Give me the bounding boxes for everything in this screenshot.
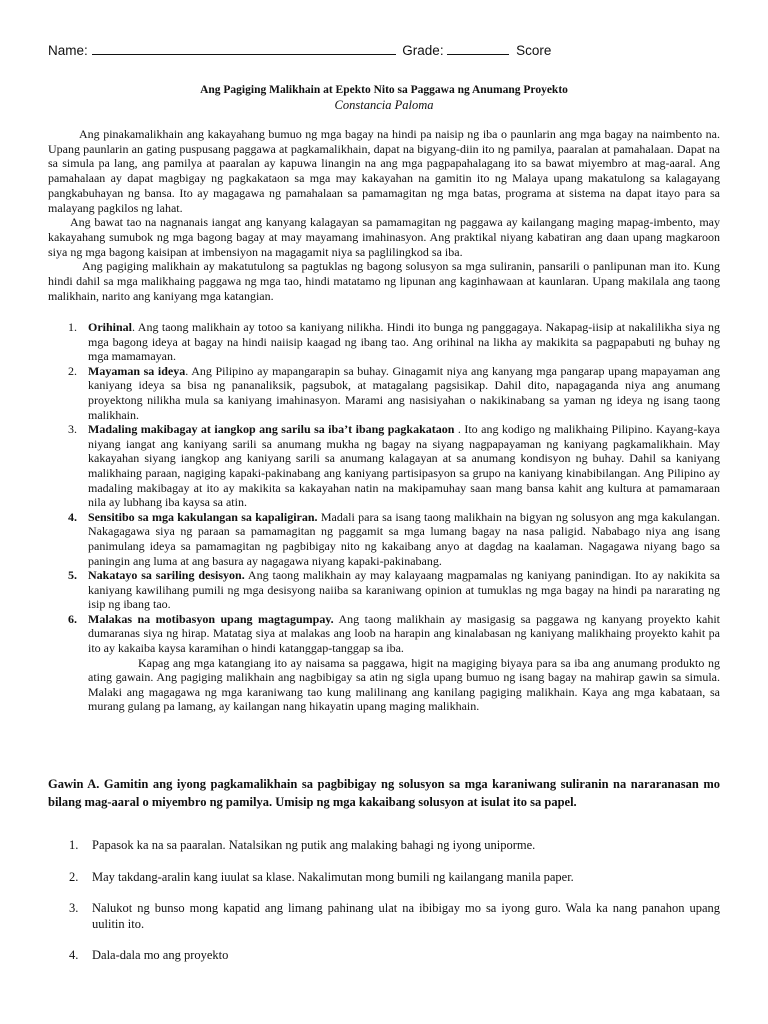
task-number: 2. [69,869,79,884]
essay-paragraph: Ang pagiging malikhain ay makatutulong sa pagtuklas ng bagong solusyon sa mga suliranin, pansarili o panlipunan man ito. Kung hindi dahil sa mga malikhaing paggawa ng mga tao, hindi matatamo ng lipunan ang kaginhawaan at kaunlaran. Upang makilala ang taong malikhain, narito ang kaniyang mga katangian. [48,259,720,303]
trait-term: Mayaman sa ideya [88,363,186,378]
name-label: Name: [48,43,88,58]
task-text: Papasok ka na sa paaralan. Natalsikan ng putik ang malaking bahagi ng iyong uniporme. [92,838,536,852]
trait-text: Ang taong malikhain ay may kalayaang magpamalas ng kaniyang panindigan. Ito ay nakikita sa kaniyang kawilihang pumili ng mga desisyong naiiba sa karaniwang opinion at tumuklas ng mga bagay na hindi pa nararating ng isip ng ibang tao. [88,568,721,612]
trait-text: . Ito ang kodigo ng malikhaing Pilipino. Kayang-kaya niyang iangat ang kaniyang sarili sa anumang mukha ng bagay na siyang nagpapayaman ng kaniyang pagkamalikhain. May kakayahan siyang iangkop ang kaniyang sarili sa anumang kalagayan at sa anumang kondisyon ng buhay. Dahil sa kaniyang malikhaing paraan, nagiging kapaki-pakinabang ang kaniyang partisipasyon sa grupo na kaniyang kinabibilangan. Ang Pilipino ay madaling makibagay at ito ay makikita sa kakayahan natin na makipamuhay saan mang bansa kahit ang kultura at pamamaraan nila ay lubhang iba kaysa sa atin. [88,422,720,510]
essay-paragraph: Ang bawat tao na nagnanais iangat ang kanyang kalagayan sa pamamagitan ng paggawa ay kailangang maging mapag-imbento, may kakayahang sumubok ng mga bagong bagay at may mayamang imahinasyon. Ang praktikal niyang kabatiran ang daan upang magkaroon siya ng mga bagong kaisipan at imbensiyon na magagamit niya sa paglilingkod sa iba. [48,215,720,259]
task-item [48,870,720,886]
student-info-line [48,42,720,58]
trait-term: Orihinal [88,320,133,334]
essay-body [48,127,720,303]
trait-item [48,320,720,364]
trait-number: 2. [68,363,77,378]
document-author: Constancia Paloma [334,98,434,112]
trait-text: Madali para sa isang taong malikhain na bigyan ng solusyon ang mga kakulangan. Nakagagawa siya ng paraan sa pamamagitan ng paggamit sa mga lumang bagay na nasa paligid. Nababago niya ang isang panimulang ideya sa pamamagitan ng pagbibigay nito ng kakaibang anyo at dagdag na kaalaman. Nagagawa niyang bago sa paningin ang luma at ang basura ay nagagawa niyang kapaki-pakinabang. [88,509,720,568]
task-item [48,948,720,964]
activity-instructions: Gawin A. Gamitin ang iyong pagkamalikhain sa pagbibigay ng solusyon sa mga karaniwang suliranin na nararanasan mo bilang mag-aaral o miyembro ng pamilya. Umisip ng mga kakaibang solusyon at isulat ito sa papel. [48,777,720,809]
trait-item [48,612,720,656]
document-title: Ang Pagiging Malikhain at Epekto Nito sa Paggawa ng Anumang Proyekto [200,84,568,96]
trait-term: Sensitibo sa mga kakulangan sa kapaligiran. [88,509,318,524]
grade-blank[interactable] [447,42,509,55]
trait-term: Madaling makibagay at iangkop ang sarilu sa iba’t ibang pagkakataon [88,422,455,437]
task-text: May takdang-aralin kang iuulat sa klase. Nakalimutan mong bumili ng kailangang manila paper. [92,869,574,884]
essay-paragraph: Ang pinakamalikhain ang kakayahang bumuo ng mga bagay na hindi pa naisip ng iba o paunlarin ang mga bagay na naimbento na. Upang paunlarin an gating puspusang paggawa at pagkamalikhain, dapat na bigyang-diin ito ng pamilya, paaralan at pamahalaan. Dapat na sa simula pa lang, ang pamilya at paaralan ay kapuwa linangin na ang mga pagpapahalagang ito sa bawat miyembro at mag-aaral. Ang pamahalaan ay dapat magbigay ng pagkakataon sa mga may kakayahan na gamitin ito ng Malaya upang makatulong sa kalagayang pangkabuhayan ng bansa. Ito ay magagawa ng pamahalaan sa pamamagitan ng mga batas, programa at sistema na dapat itayo para sa malayang pagkilos ng lahat. [48,127,720,215]
trait-number: 6. [68,611,77,626]
task-number: 3. [69,901,79,915]
task-text: Dala-dala mo ang proyekto [92,948,229,962]
trait-text: . Ang Pilipino ay mapangarapin sa buhay. Ginagamit niya ang kanyang mga pangarap upang mapayaman ang kaniyang ideya sa bisa ng pananaliksik, pagsubok, at matagalang pagsisikap. Dahil dito, napagaganda niya ang anumang proyektong nilikha mula sa kaniyang imahinasyon. Marami ang nasisiyahan o nakikinabang sa yaman ng ideya ng isang taong malikhain. [88,363,721,422]
name-blank[interactable] [92,42,396,55]
trait-item [48,364,720,422]
conclusion-paragraph: Kapag ang mga katangiang ito ay naisama sa paggawa, higit na magiging biyaya para sa iba ang anumang produkto ng ating gawain. Ang pagiging malikhain ang nagbibigay sa atin ng sigla upang bumuo ng isang bagay na mahirap gawin sa simula. Malaki ang magagawa ng mga karaniwang tao kung malilinang ang kanilang pagiging malikhain. Kaya ang mga kabataan, sa murang gulang pa lamang, ay kailangan nang hikayatin upang maging malikhain. [88,655,720,714]
trait-number: 4. [68,509,77,524]
score-label: Score [516,43,552,58]
trait-term: Nakatayo sa sariling desisyon. [88,568,245,583]
activity-tasks-list [48,838,720,964]
trait-number: 3. [68,422,77,437]
task-number: 4. [69,948,79,962]
task-item [48,838,720,854]
traits-list [48,320,720,714]
trait-number: 5. [68,568,77,583]
task-text: Nalukot ng bunso mong kapatid ang limang pahinang ulat na ibibigay mo sa iyong guro. Wala ka nang panahon upang uulitin ito. [92,901,720,931]
trait-item [48,510,720,568]
trait-item [48,568,720,612]
task-number: 1. [69,838,79,852]
trait-number: 1. [68,320,77,334]
trait-term: Malakas na motibasyon upang magtagumpay. [88,611,334,626]
trait-item [48,422,720,510]
trait-text: . Ang taong malikhain ay totoo sa kaniyang nilikha. Hindi ito bunga ng panggagaya. Nakapag-iisip at nakalilikha siya ng mga bagong ideya at bagay na hindi naiisip kaagad ng ibang tao. Ang orihinal na likha ay makikita sa pagpapabuti ng buhay ng mga mamamayan. [88,320,720,364]
task-item [48,901,720,932]
grade-label: Grade: [402,43,444,58]
trait-text: Ang taong malikhain ay masigasig sa paggawa ng kanyang proyekto kahit dumaranas siya ng hirap. Matatag siya at malakas ang loob na harapin ang kinalabasan ng kaniyang malikhaing proyekto kahit pa ito ay kakaiba kaysa karamihan o hindi katanggap-tanggap sa iba. [88,611,721,656]
